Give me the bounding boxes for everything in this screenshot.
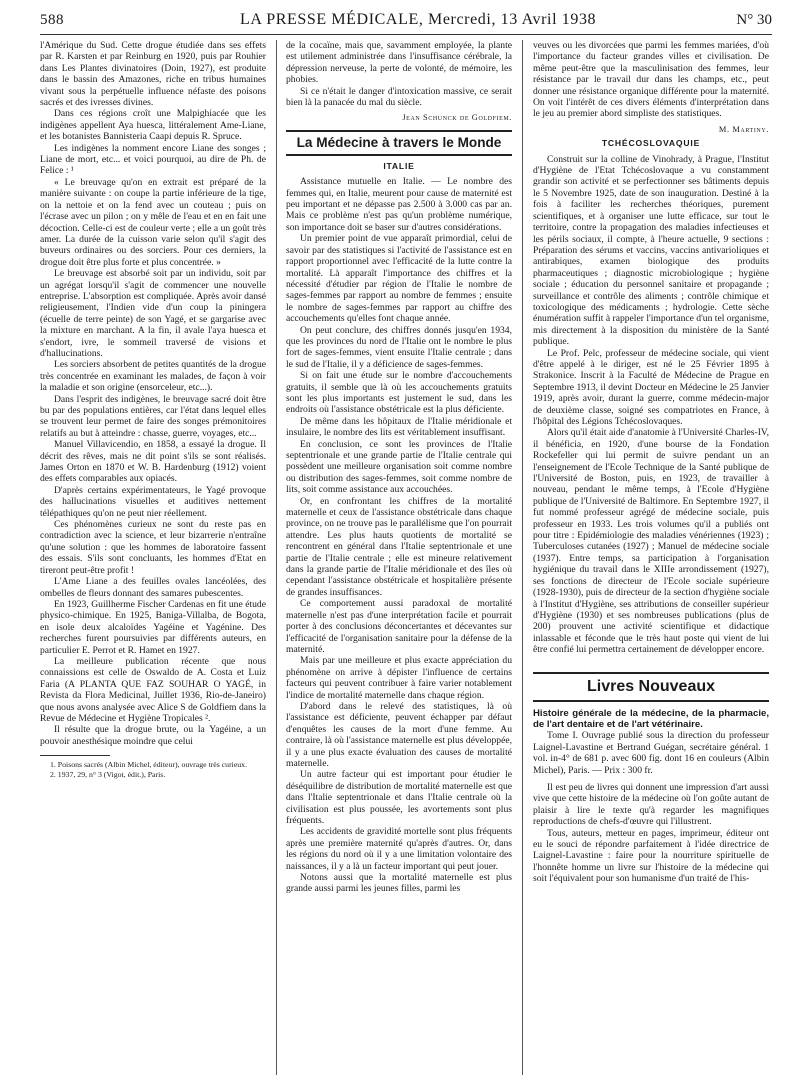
column-divider bbox=[276, 40, 277, 1075]
paragraph: On peut conclure, des chiffres donnés jusqu'en 1934, que les provinces du nord de l'Italie ont le nombre le plus fort de sages-femmes, vient ensuite l'Italie centrale ; dans le sud de l'Italie, il y a déficience de sages-femmes. bbox=[286, 324, 512, 370]
paragraph: Les indigènes la nomment encore Liane des songes ; Liane de mort, etc... et voici pourquoi, au dire de Ph. de Felice : ¹ bbox=[40, 142, 266, 177]
paragraph: Or, en confrontant les chiffres de la mortalité maternelle et ceux de l'assistance obstétricale dans chaque province, on ne trouve pas le parallélisme que l'on pourrait attendre. Les plus hauts quotients de mortalité se rencontrent en général dans l'Italie septentrionale et une partie de l'Italie centrale ; elle est mineure relativement dans la grande partie de l'Italie méridionale et des îles où cependant l'assistance obstétricale et hospitalière présente de grandes insuffisances. bbox=[286, 495, 512, 598]
paragraph: Il est peu de livres qui donnent une impression d'art aussi vive que cette histoire de la médecine où l'on goûte autant de plaisir à lire le texte qu'à regarder les magnifiques reproductions de chefs-d'œuvre qui l'illustrent. bbox=[533, 781, 769, 828]
paragraph: Un premier point de vue apparaît primordial, celui de savoir par des statistiques si l'activité de l'assistance est en rapport proportionnel avec l'efficacité de la lutte contre la mortalité. Là apparaît l'importance des chiffres et la nécessité d'étudier par région de l'Italie le nombre de sages-femmes par rapport au nombre de femmes ; ensuite le nombre de sages-femmes par rapport au chiffre des accouchements qu'elles font chaque année. bbox=[286, 233, 512, 325]
paragraph: Notons aussi que la mortalité maternelle est plus grande aussi parmi les jeunes filles, parmi les bbox=[286, 872, 512, 895]
paragraph: Ce comportement aussi paradoxal de mortalité maternelle n'est pas d'une interprétation facile et pourrait porter à des conclusions déconcertantes et décevantes sur l'efficacité de l'organisation sanitaire pour la défense de la maternité. bbox=[286, 598, 512, 655]
paragraph: De même dans les hôpitaux de l'Italie méridionale et insulaire, le nombre des lits est véritablement insuffisant. bbox=[286, 415, 512, 439]
paragraph: Le Prof. Pelc, professeur de médecine sociale, qui vient d'être appelé à le diriger, est né le 25 Février 1895 à Strakonice. Inscrit à la Faculté de Médecine de Prague en Septembre 1913, il devint Docteur en Médecine le 25 Janvier 1919, après avoir, durant la guerre, comme médecin-major de deuxième classe, soigné ses compatriotes en France, à l'hôpital des Légions Tchécoslovaques. bbox=[533, 347, 769, 427]
column-divider bbox=[522, 40, 523, 1075]
page-number: 588 bbox=[40, 12, 64, 28]
paragraph: D'abord dans le relevé des statistiques, là où l'assistance est déficiente, peuvent échapper par défaut d'enquêtes les causes de la mort d'une femme. Au contraire, là où l'assistance maternelle est plus développée, il y a une plus exacte évaluation des causes de mortalité maternelle. bbox=[286, 700, 512, 769]
paragraph: Si ce n'était le danger d'intoxication massive, ce serait bien là la panacée du mal du siècle. bbox=[286, 85, 512, 109]
paragraph: veuves ou les divorcées que parmi les femmes mariées, d'où l'importance du facteur grandes villes et civilisation. De même peut-être que la masculinisation des femmes, leur résistance par le travail dur dans les champs, etc., peut donner une résistance organique différente pour la maternité. On voit l'intérêt de ces divers éléments d'interprétation dans le jeu au premier abord simpliste des statistiques. bbox=[533, 40, 769, 120]
paragraph: L'Ame Liane a des feuilles ovales lancéolées, des ombelles de fleurs donnant des samares pubescentes. bbox=[40, 576, 266, 599]
paragraph: Si on fait une étude sur le nombre d'accouchements gratuits, il semble que là où les accouchements gratuits sont les plus importants est justement le sud, dans les endroits où l'assistance obstétricale est la plus déficiente. bbox=[286, 370, 512, 416]
book-title: Histoire générale de la médecine, de la pharmacie, de l'art dentaire et de l'art vétérinaire. bbox=[533, 707, 769, 730]
section-heading: La Médecine à travers le Monde bbox=[286, 130, 512, 156]
paragraph: Le breuvage est absorbé soit par un individu, soit par un agrégat lorsqu'il s'agit de commencer une nouvelle entreprise. L'absorption est compliquée. Après avoir dansé religieusement, l'Indien vide d'un coup la piningera (écuelle de terre peinte) de son Yagé, et se gargarise avec la mixture en marchant. A la fin, il avale l'aya huesca et s'endort, ivre, le sommeil traversé de visions et d'hallucinations. bbox=[40, 268, 266, 359]
quote-paragraph: « Le breuvage qu'on en extrait est préparé de la manière suivante : on coupe la partie inférieure de la tige, on la nettoie et on la fend avec un couteau ; puis on l'écrase avec un pilon ; on y mêle de l'eau et en en fait une décoction. Celle-ci est de couleur verte ; elle a un goût très amer. La durée de la cuisson varie selon qu'il s'agit des buveurs ordinaires ou des sorciers. Pour ces derniers, la drogue doit être plus forte et plus concentrée. » bbox=[40, 176, 266, 268]
spacer bbox=[533, 656, 769, 666]
paragraph: l'Amérique du Sud. Cette drogue étudiée dans ses effets par R. Karsten et par Reinburg en 1920, puis par Rouhier dans Les Plantes divinatoires (Doin, 1927), est produite dans le bassin des Amazones, riche en tribus humaines vivant sous la perpétuelle influence néfaste des poisons sacrés et des ivresses divines. bbox=[40, 40, 266, 109]
paragraph: En conclusion, ce sont les provinces de l'Italie septentrionale et une grande partie de l'Italie centrale qui possèdent une meilleure organisation soit comme nombre ou distribution des sages-femmes, soit comme nombre de lits, soit comme assistance aux accouchées. bbox=[286, 438, 512, 496]
footnote: 2. 1937, 29, n° 3 (Vigot, édit.), Paris. bbox=[50, 769, 166, 779]
paragraph: Dans ces régions croît une Malpighiacée que les indigènes appellent Aya huesca, littéralement Ame-Liane, et les botanistes Bannisteria Caapi depuis R. Spruce. bbox=[40, 108, 266, 143]
footnote: 1. Poisons sacrés (Albin Michel, éditeur), ouvrage très curieux. bbox=[50, 760, 248, 770]
section-heading: Livres Nouveaux bbox=[533, 672, 769, 702]
footnote-rule bbox=[40, 755, 110, 756]
subsection-heading: TCHÉCOSLOVAQUIE bbox=[601, 138, 701, 149]
subsection-heading: ITALIE bbox=[383, 160, 415, 171]
paragraph: La meilleure publication récente que nous connaissions est celle de Oswaldo de A. Costa et Luiz Faria (A PLANTA QUE FAZ SOUHAR O YAGÉ, in Revista da Flora Medicinal, Juillet 1936, Rio-de-Janeiro) que nous avons analysée avec Alice S de Goldfiem dans la Revue de Médecine et Hygiène Tropicales ². bbox=[40, 655, 266, 724]
author-signature: M. Martiny. bbox=[718, 124, 769, 134]
paragraph: Manuel Villavicendio, en 1858, a essayé la drogue. Il décrit des rêves, mais ne dit point s'ils se sont réalisés. James Orton en 1870 et W. B. Hardenburg (1912) voient des effets comparables aux opiacés. bbox=[40, 439, 266, 485]
page-header bbox=[40, 6, 772, 35]
journal-title: LA PRESSE MÉDICALE, Mercredi, 13 Avril 1938 bbox=[240, 11, 597, 28]
column-3 bbox=[533, 40, 769, 1080]
paragraph: D'après certains expérimentateurs, le Yagé provoque des hallucinations visuelles et auditives nettement télépathiques qu'on ne peut nier réellement. bbox=[40, 484, 266, 519]
paragraph: Les accidents de gravidité mortelle sont plus fréquents après une première maternité qu'après d'autres. Or, dans les régions du nord où il y a une limitation volontaire des naissances, il y a là un facteur important qui peut jouer. bbox=[286, 826, 512, 872]
paragraph: de la cocaïne, mais que, savamment employée, la plante est utilement administrée dans l'insuffisance cérébrale, la dépression nerveuse, la perte de volonté, de mémoire, les phobies. bbox=[286, 40, 512, 86]
paragraph: Construit sur la colline de Vinohrady, à Prague, l'Institut d'Hygiène de l'Etat Tchécoslovaque a vu constamment grandir son activité et se perfectionner ses bâtiments depuis le 5 Novembre 1925, date de son inauguration. Destiné à la fois à faciliter les recherches théoriques, purement scientifiques, et à organiser une lutte efficace, sur tout le territoire, contre la propagation des maladies infectieuses et les périls sociaux, il compte, à l'heure actuelle, 9 sections : Préparation des sérums et vaccins, vaccins antivarioliques et antirabiques, examen biologique des produits pharmaceutiques ; diagnostic microbiologique ; hygiène sociale ; éducation du personnel sanitaire et propagande ; surveillance et contrôle des aliments ; contrôle chimique et toxicologique des médicaments ; hydrologie. Cette sèche énumération suffit à rappeler l'importance d'un tel organisme, mis directement à la disposition du ministère de la Santé publique. bbox=[533, 153, 769, 348]
paragraph: Ces phénomènes curieux ne sont du reste pas en contradiction avec la science, et leur bizarrerie n'entraîne qu'une solution : que les hommes de laboratoire fassent des essais. S'ils sont concluants, les hommes d'Etat en tireront peut-être profit ! bbox=[40, 519, 266, 576]
paragraph: Assistance mutuelle en Italie. — Le nombre des femmes qui, en Italie, meurent pour cause de maternité est peu important et ne dépasse pas 2.500 à 3.000 cas par an. Mais ce problème n'est pas qu'un problème numérique, son importance doit se baser sur d'autres considérations. bbox=[286, 176, 512, 233]
paragraph: Tous, auteurs, metteur en pages, imprimeur, éditeur ont eu le souci de répondre parfaitement à l'idée directrice de Laignel-Lavastine : faire pour la nourriture spirituelle de l'honnête homme un livre sur l'histoire de la médecine qui soit l'équivalent pour son humanisme d'un traité de l'his- bbox=[533, 827, 769, 885]
paragraph: En 1923, Guillherme Fischer Cardenas en fit une étude physico-chimique. En 1925, Baniga-Villalba, de Bogota, en isole deux alcaloïdes Yagéine et Yagénine. Des recherches furent poursuivies par différents auteurs, en particulier E. Perrot et R. Hamet en 1927. bbox=[40, 598, 266, 656]
paragraph: Il résulte que la drogue brute, ou la Yagéine, a un pouvoir anesthésique moindre que celui bbox=[40, 724, 266, 747]
paragraph: Les sorciers absorbent de petites quantités de la drogue très concentrée en examinant les malades, de façon à voir la maladie et son origine (ensorceleur, etc...). bbox=[40, 359, 266, 394]
paragraph: Mais par une meilleure et plus exacte appréciation du phénomène on arrive à dépister l'influence de certains facteurs qui peuvent contribuer à faire varier notablement l'indice de mortalité maternelle dans chaque région. bbox=[286, 655, 512, 701]
paragraph: Un autre facteur qui est important pour étudier le déséquilibre de distribution de mortalité maternelle est que dans l'Italie septentrionale et dans l'Italie centrale où la civilisation est plus poussée, les avortements sont plus fréquents. bbox=[286, 769, 512, 826]
paragraph: Alors qu'il était aide d'anatomie à l'Université Charles-IV, il bénéficia, en 1920, d'une bourse de la Fondation Rockefeller qui lui permit de suivre pendant un an l'enseignement de l'Ecole Technique de la Santé publique de l'Université de Boston, puis, en 1923, de travailler à nouveau, pendant le même temps, à l'Ecole d'Hygiène publique de l'Université de Baltimore. En Septembre 1927, il fut nommé professeur agrégé de médecine sociale, puis professeur en 1933. Les trois volumes qu'il a publiés ont pour titre : Epidémiologie des maladies vénériennes (1923) ; Tuberculoses cutanées (1927) ; Manuel de médecine sociale (1937). Entre temps, sa participation à l'organisation hygiénique du travail dans le XIIIe arrondissement (1927), ses fonctions de directeur de l'Ecole sociale supérieure (1928-1930), puis de directeur de la section d'hygiène sociale à l'Institut d'Hygiène, ses attributions de conseiller supérieur d'Hygiène (1930) et ses nombreuses publications (plus de 200) prouvent une activité scientifique et didactique inlassable et féconde que le très haut poste qui vient de lui être confié lui permettra certainement de développer encore. bbox=[533, 427, 769, 656]
issue-number: N° 30 bbox=[736, 12, 772, 28]
paragraph: Dans l'esprit des indigènes, le breuvage sacré doit être bu par des populations entières, car l'état dans lequel elles se trouvent leur permet de faire des songes prémonitoires relatifs au but à atteindre : chasse, guerre, voyages, etc... bbox=[40, 393, 266, 439]
column-2 bbox=[286, 40, 512, 1080]
column-1 bbox=[40, 40, 266, 1080]
author-signature: Jean Schunck de Goldfiem. bbox=[402, 113, 512, 123]
book-details: Tome I. Ouvrage publié sous la direction du professeur Laignel-Lavastine et Bertrand Guégan, secrétaire général. 1 vol. in-4° de 681 p. avec 600 fig. dont 16 en couleurs (Albin Michel), Paris. — Prix : 300 fr. bbox=[533, 730, 769, 776]
